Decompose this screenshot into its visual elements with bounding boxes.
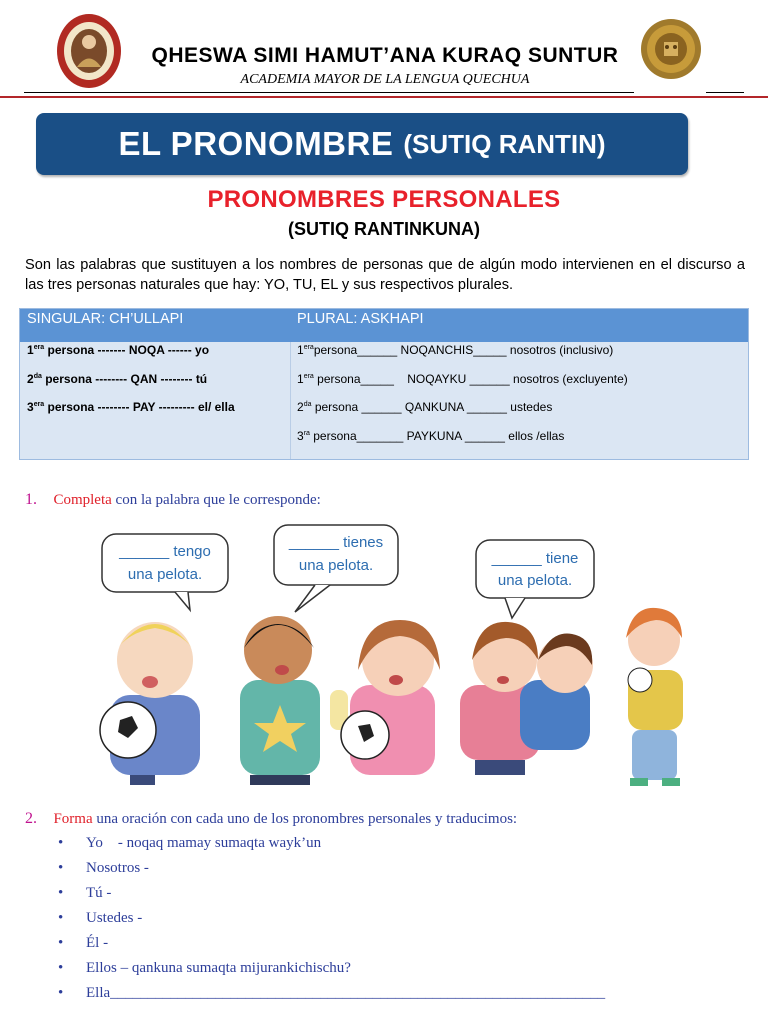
academy-seal-logo [55,12,123,90]
header-rule [24,92,634,93]
title-quechua: (SUTIQ RANTIN) [403,128,606,159]
exercise-keyword: Forma [53,811,93,827]
intro-paragraph: Son las palabras que sustituyen a los nombres de personas que de algún modo intervienen en el discurso a las tres personas naturales que hay: YO, TU, EL y sus respectivos plurales. [25,257,745,293]
child-blond-boy [100,622,200,785]
singular-row: $1^{era}$ persona ------- NOQA ------ yo [27,343,210,357]
title-main: EL PRONOMBRE [118,125,394,162]
list-item: • Nosotros - [58,860,149,876]
exercise-instruction: una oración con cada uno de los pronombres personales y traducimos: [92,811,518,827]
plural-row: $2^{da}$ persona ______ QANKUNA ______ ustedes [297,400,553,414]
bubble-1-line2: una pelota. [127,566,203,583]
exercise-1-heading [25,491,321,509]
singular-row: $2^{da}$ persona -------- QAN -------- tú [27,372,208,386]
bubble-3-line1: ______ tiene [491,550,579,567]
exercise-keyword: Completa [53,492,112,508]
speech-bubble-3 [476,540,594,618]
speech-bubble-1 [102,534,228,610]
section-subheading: (SUTIQ RANTINKUNA) [288,219,480,239]
plural-row: $3^{ra}$ persona_______ PAYKUNA ______ ellos /ellas [297,429,565,443]
bubble-3-line2: una pelota. [497,572,573,589]
bubble-1-line1: ______ tengo [119,543,211,560]
org-subtitle: ACADEMIA MAYOR DE LA LENGUA QUECHUA [240,72,530,87]
list-item: • Ellos – qankuna sumaqta mijurankichischu? [58,960,351,976]
bubble-2-line2: una pelota. [298,557,374,574]
exercise-number: 2. [25,810,37,827]
list-item: • Yo - noqaq mamay sumaqta wayk’un [58,835,322,851]
inca-sun-emblem [640,18,702,80]
plural-row: $1^{era}$ persona_____ NOQAYKU ______ nosotros (excluyente) [297,372,628,386]
singular-row: $3^{era}$ persona -------- PAY --------- el/ ella [27,400,235,414]
exercise-number: 1. [25,491,37,508]
children-illustration [80,520,700,795]
list-item: • Tú - [58,885,112,901]
children-hugging-pair [460,622,593,775]
list-item: • Ustedes - [58,910,143,926]
header-plural: PLURAL: ASKHAPI [297,311,424,327]
child-star-shirt [240,616,348,785]
exercise-2-heading [25,810,517,828]
exercise-instruction: con la palabra que le corresponde: [111,492,321,508]
header-singular: SINGULAR: CH’ULLAPI [27,311,184,327]
pronoun-table [19,308,749,460]
bubble-2-line1: ______ tienes [288,534,384,551]
child-orange-hair-girl [626,608,683,786]
section-heading: PRONOMBRES PERSONALES [207,186,561,213]
child-pink-girl [341,620,440,775]
header-rule-short [706,92,744,93]
speech-bubble-2 [274,525,398,612]
column-divider [290,342,291,459]
header-divider [0,96,768,98]
org-name: QHESWA SIMI HAMUT’ANA KURAQ SUNTUR [151,44,619,67]
plural-row: $1^{era}persona\_\_\_\_\_\_$ NOQANCHIS_____ nosotros (inclusivo) [297,343,614,357]
table-header [20,309,748,342]
title-banner [36,113,688,175]
list-item: • Él - [58,935,109,951]
list-item: • Ella__________________________________________________________________ [58,985,606,1001]
